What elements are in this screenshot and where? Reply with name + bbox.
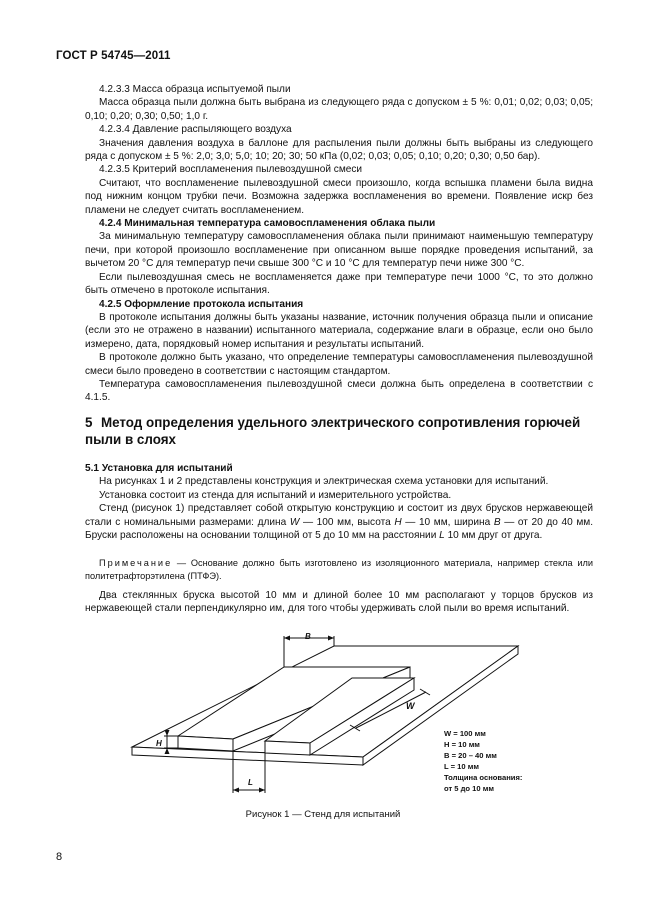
legend-line: Толщина основания: [444, 773, 523, 782]
paragraph: Масса образца пыли должна быть выбрана из следующего ряда с допуском ± 5 %: 0,01; 0,02; 0,03; 0,05; 0,10; 0,20; 0,30; 0,50; 1,0 г. [85, 97, 593, 122]
subsection-heading: 4.2.3.3 Масса образца испытуемой пыли [99, 84, 291, 95]
symbol-w: W [289, 516, 300, 528]
paragraph: В протоколе испытания должны быть указаны название, источник получения образца пыли и описание (если это не отражено в названии) испытанного материала, содержание влаги в образце, если оно было измерено, дата, порядковый номер испытания и результаты испытаний. [85, 311, 593, 350]
paragraph: Установка состоит из стенда для испытаний и измерительного устройства. [99, 489, 452, 501]
text-run: 10 мм друг от друга. [444, 530, 543, 542]
paragraph: В протоколе должно быть указано, что определение температуры самовоспламенения пылевоздушной смеси было проведено в соответствии с настоящим стандартом. [85, 352, 593, 377]
section-heading: 4.2.5 Оформление протокола испытания [99, 298, 304, 310]
page-number: 8 [56, 851, 63, 863]
subsection-heading: 4.2.3.5 Критерий воспламенения пылевоздушной смеси [99, 164, 363, 176]
label-w: W [406, 701, 415, 711]
section-number: 5 [85, 415, 93, 430]
legend-line: H = 10 мм [444, 740, 480, 749]
document-header: ГОСТ Р 54745—2011 [56, 50, 171, 62]
top-text-block [85, 83, 593, 405]
note-paragraph [85, 557, 593, 582]
legend-line: от 5 до 10 мм [444, 784, 494, 793]
symbol-b: B [493, 516, 501, 528]
label-l: L [248, 778, 253, 787]
right-bar-front [265, 741, 310, 755]
legend-line: W = 100 мм [444, 729, 486, 738]
subsection-5-1 [85, 462, 593, 542]
text-run: — от 20 до 40 мм. Бруски расположены на основании толщиной от 5 до 10 мм на расстоянии [85, 516, 594, 542]
section-5-title [85, 414, 593, 448]
section-title-text: Метод определения удельного электрического сопротивления горючей пыли в слоях [85, 415, 581, 447]
figure-caption: Рисунок 1 — Стенд для испытаний [245, 809, 401, 820]
legend-line: B = 20 – 40 мм [444, 751, 497, 760]
text-run: Стенд (рисунок 1) представляет собой открытую конструкцию и состоит из двух брусков нержавеющей стали с номинальными размерами: длина [85, 503, 593, 528]
paragraph: Два стеклянных бруска высотой 10 мм и длиной более 10 мм располагают у торцов брусков из нержавеющей стали перпендикулярно им, для того чтобы удерживать слой пыли во время испытаний. [85, 590, 593, 615]
paragraph: За минимальную температуру самовоспламенения облака пыли принимают наименьшую температуру печи, при которой произошло воспламенение при описанном выше порядке проведения испытаний, за вычетом 20 °С для температур печи свыше 300 °С и 10 °С для температур печи ниже 300 °С. [85, 231, 593, 270]
section-heading: 4.2.4 Минимальная температура самовоспламенения облака пыли [99, 218, 436, 230]
glass-bars-paragraph-block [85, 589, 593, 616]
note [85, 557, 593, 582]
paragraph-dimensions [85, 502, 593, 542]
text-run: — 10 мм, ширина [401, 516, 494, 528]
subsection-heading: 4.2.3.4 Давление распыляющего воздуха [99, 124, 292, 136]
note-text: — Основание должно быть изготовлено из изоляционного материала, например стекла или политетрафторэтилена (ПТФЭ). [85, 558, 593, 581]
paragraph: Если пылевоздушная смесь не воспламеняется даже при температуре печи 1000 °С, то это должно быть отмечено в протоколе испытания. [85, 271, 593, 297]
left-bar-front [178, 736, 233, 751]
label-b: B [305, 632, 311, 641]
figure-1-test-stand [120, 630, 560, 805]
text-run: — 100 мм, высота [299, 516, 395, 528]
legend-line: L = 10 мм [444, 762, 479, 771]
subsection-5-1-heading: 5.1 Установка для испытаний [85, 463, 233, 474]
paragraph: Температура самовоспламенения пылевоздушной смеси должна быть определена в соответствии с 4.1.5. [85, 378, 593, 404]
figure-legend [444, 729, 522, 793]
label-h: H [156, 739, 162, 748]
paragraph: Считают, что воспламенение пылевоздушной смеси произошло, когда вспышка пламени была видна под нижним концом трубки печи. Возможна задержка воспламенения во времени. Появление искр без пламени не следует считать воспламенением. [85, 177, 593, 216]
symbol-l: L [439, 530, 445, 542]
paragraph: На рисунках 1 и 2 представлены конструкция и электрическая схема установки для испытаний. [99, 476, 549, 488]
paragraph: Значения давления воздуха в баллоне для распыления пыли должны быть выбраны из следующего ряда с допуском ± 5 %: 2,0; 3,0; 5,0; 10; 20; 30; 50 кПа (0,02; 0,03; 0,05; 0,10; 0,20; 0,30; 0,50 бар). [85, 137, 593, 163]
note-label: Примечание [99, 558, 173, 568]
symbol-h: H [394, 516, 402, 528]
